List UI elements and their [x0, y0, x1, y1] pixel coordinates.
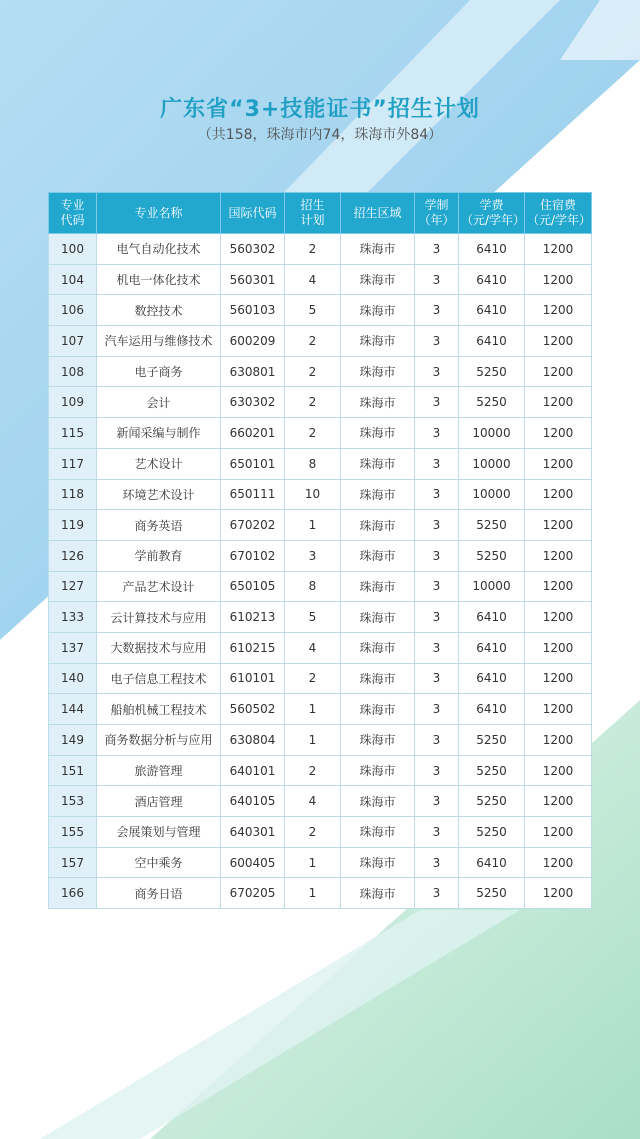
- national-code-cell: 650111: [221, 479, 285, 510]
- duration-cell: 3: [415, 725, 459, 756]
- accommodation-fee-cell: 1200: [525, 356, 592, 387]
- tuition-cell: 6410: [459, 632, 525, 663]
- duration-cell: 3: [415, 786, 459, 817]
- tuition-cell: 6410: [459, 234, 525, 265]
- tuition-cell: 10000: [459, 479, 525, 510]
- duration-cell: 3: [415, 694, 459, 725]
- table-row: [49, 264, 592, 295]
- region-cell: 珠海市: [341, 326, 415, 357]
- major-code-cell: 109: [49, 387, 97, 418]
- national-code-cell: 640101: [221, 755, 285, 786]
- tuition-cell: 5250: [459, 786, 525, 817]
- quota-cell: 1: [285, 878, 341, 909]
- region-cell: 珠海市: [341, 663, 415, 694]
- major-name-cell: 大数据技术与应用: [97, 632, 221, 663]
- quota-cell: 8: [285, 571, 341, 602]
- national-code-cell: 650105: [221, 571, 285, 602]
- major-name-cell: 学前教育: [97, 540, 221, 571]
- major-name-cell: 会展策划与管理: [97, 817, 221, 848]
- accommodation-fee-cell: 1200: [525, 878, 592, 909]
- duration-cell: 3: [415, 571, 459, 602]
- tuition-cell: 5250: [459, 817, 525, 848]
- national-code-cell: 670205: [221, 878, 285, 909]
- quota-cell: 2: [285, 326, 341, 357]
- region-cell: 珠海市: [341, 602, 415, 633]
- national-code-cell: 670202: [221, 510, 285, 541]
- major-name-cell: 电子信息工程技术: [97, 663, 221, 694]
- accommodation-fee-cell: 1200: [525, 295, 592, 326]
- duration-cell: 3: [415, 602, 459, 633]
- tuition-cell: 10000: [459, 448, 525, 479]
- table-row: [49, 510, 592, 541]
- duration-cell: 3: [415, 418, 459, 449]
- major-code-cell: 126: [49, 540, 97, 571]
- national-code-cell: 560103: [221, 295, 285, 326]
- accommodation-fee-cell: 1200: [525, 264, 592, 295]
- duration-cell: 3: [415, 632, 459, 663]
- national-code-cell: 610215: [221, 632, 285, 663]
- quota-cell: 5: [285, 602, 341, 633]
- duration-cell: 3: [415, 847, 459, 878]
- quota-cell: 2: [285, 418, 341, 449]
- table-row: [49, 817, 592, 848]
- major-code-cell: 133: [49, 602, 97, 633]
- major-name-cell: 船舶机械工程技术: [97, 694, 221, 725]
- major-name-cell: 商务数据分析与应用: [97, 725, 221, 756]
- duration-cell: 3: [415, 387, 459, 418]
- accommodation-fee-cell: 1200: [525, 755, 592, 786]
- major-code-cell: 153: [49, 786, 97, 817]
- accommodation-fee-cell: 1200: [525, 326, 592, 357]
- accommodation-fee-cell: 1200: [525, 571, 592, 602]
- duration-cell: 3: [415, 356, 459, 387]
- page-subtitle: （共158，珠海市内74，珠海市外84）: [197, 127, 443, 143]
- major-name-cell: 汽车运用与维修技术: [97, 326, 221, 357]
- region-cell: 珠海市: [341, 234, 415, 265]
- major-code-cell: 155: [49, 817, 97, 848]
- table-row: [49, 663, 592, 694]
- national-code-cell: 630801: [221, 356, 285, 387]
- accommodation-fee-cell: 1200: [525, 387, 592, 418]
- region-cell: 珠海市: [341, 817, 415, 848]
- table-row: [49, 479, 592, 510]
- major-name-cell: 产品艺术设计: [97, 571, 221, 602]
- accommodation-fee-cell: 1200: [525, 418, 592, 449]
- accommodation-fee-cell: 1200: [525, 510, 592, 541]
- major-name-cell: 环境艺术设计: [97, 479, 221, 510]
- quota-cell: 4: [285, 786, 341, 817]
- duration-cell: 3: [415, 264, 459, 295]
- major-code-cell: 127: [49, 571, 97, 602]
- column-header: 住宿费 （元/学年）: [525, 193, 592, 234]
- quota-cell: 4: [285, 632, 341, 663]
- column-header: 学制 （年）: [415, 193, 459, 234]
- tuition-cell: 5250: [459, 540, 525, 571]
- major-code-cell: 119: [49, 510, 97, 541]
- table-row: [49, 755, 592, 786]
- table-row: [49, 387, 592, 418]
- national-code-cell: 600405: [221, 847, 285, 878]
- major-code-cell: 100: [49, 234, 97, 265]
- tuition-cell: 6410: [459, 694, 525, 725]
- major-name-cell: 会计: [97, 387, 221, 418]
- quota-cell: 4: [285, 264, 341, 295]
- region-cell: 珠海市: [341, 510, 415, 541]
- major-name-cell: 空中乘务: [97, 847, 221, 878]
- national-code-cell: 610213: [221, 602, 285, 633]
- table-header-row: [49, 193, 592, 234]
- region-cell: 珠海市: [341, 571, 415, 602]
- duration-cell: 3: [415, 878, 459, 909]
- national-code-cell: 640301: [221, 817, 285, 848]
- column-header: 招生区域: [341, 193, 415, 234]
- tuition-cell: 6410: [459, 264, 525, 295]
- enrollment-plan-table: [48, 192, 592, 909]
- region-cell: 珠海市: [341, 847, 415, 878]
- table-row: [49, 571, 592, 602]
- table-row: [49, 694, 592, 725]
- table-row: [49, 448, 592, 479]
- region-cell: 珠海市: [341, 632, 415, 663]
- column-header: 国际代码: [221, 193, 285, 234]
- region-cell: 珠海市: [341, 418, 415, 449]
- major-name-cell: 商务日语: [97, 878, 221, 909]
- quota-cell: 5: [285, 295, 341, 326]
- tuition-cell: 5250: [459, 510, 525, 541]
- tuition-cell: 5250: [459, 725, 525, 756]
- major-code-cell: 108: [49, 356, 97, 387]
- column-header: 专业名称: [97, 193, 221, 234]
- accommodation-fee-cell: 1200: [525, 663, 592, 694]
- table-row: [49, 602, 592, 633]
- table-row: [49, 326, 592, 357]
- tuition-cell: 6410: [459, 847, 525, 878]
- quota-cell: 3: [285, 540, 341, 571]
- region-cell: 珠海市: [341, 786, 415, 817]
- region-cell: 珠海市: [341, 448, 415, 479]
- major-code-cell: 118: [49, 479, 97, 510]
- accommodation-fee-cell: 1200: [525, 602, 592, 633]
- major-code-cell: 151: [49, 755, 97, 786]
- tuition-cell: 5250: [459, 878, 525, 909]
- accommodation-fee-cell: 1200: [525, 234, 592, 265]
- duration-cell: 3: [415, 448, 459, 479]
- table-row: [49, 234, 592, 265]
- tuition-cell: 6410: [459, 602, 525, 633]
- table-row: [49, 878, 592, 909]
- accommodation-fee-cell: 1200: [525, 786, 592, 817]
- tuition-cell: 10000: [459, 571, 525, 602]
- tuition-cell: 5250: [459, 356, 525, 387]
- quota-cell: 2: [285, 663, 341, 694]
- quota-cell: 1: [285, 694, 341, 725]
- duration-cell: 3: [415, 755, 459, 786]
- duration-cell: 3: [415, 817, 459, 848]
- major-code-cell: 106: [49, 295, 97, 326]
- quota-cell: 2: [285, 387, 341, 418]
- major-name-cell: 电气自动化技术: [97, 234, 221, 265]
- column-header: 专业 代码: [49, 193, 97, 234]
- major-code-cell: 115: [49, 418, 97, 449]
- national-code-cell: 560502: [221, 694, 285, 725]
- duration-cell: 3: [415, 540, 459, 571]
- national-code-cell: 560302: [221, 234, 285, 265]
- region-cell: 珠海市: [341, 295, 415, 326]
- major-code-cell: 107: [49, 326, 97, 357]
- region-cell: 珠海市: [341, 356, 415, 387]
- page-title: 广东省“3+技能证书”招生计划: [160, 97, 480, 122]
- table-row: [49, 418, 592, 449]
- table-row: [49, 540, 592, 571]
- major-code-cell: 166: [49, 878, 97, 909]
- quota-cell: 2: [285, 755, 341, 786]
- duration-cell: 3: [415, 510, 459, 541]
- major-code-cell: 140: [49, 663, 97, 694]
- quota-cell: 8: [285, 448, 341, 479]
- national-code-cell: 600209: [221, 326, 285, 357]
- region-cell: 珠海市: [341, 479, 415, 510]
- quota-cell: 2: [285, 234, 341, 265]
- quota-cell: 1: [285, 725, 341, 756]
- national-code-cell: 610101: [221, 663, 285, 694]
- table-row: [49, 295, 592, 326]
- accommodation-fee-cell: 1200: [525, 817, 592, 848]
- tuition-cell: 5250: [459, 387, 525, 418]
- tuition-cell: 5250: [459, 755, 525, 786]
- national-code-cell: 560301: [221, 264, 285, 295]
- accommodation-fee-cell: 1200: [525, 448, 592, 479]
- major-name-cell: 电子商务: [97, 356, 221, 387]
- tuition-cell: 6410: [459, 663, 525, 694]
- region-cell: 珠海市: [341, 540, 415, 571]
- region-cell: 珠海市: [341, 694, 415, 725]
- table-row: [49, 786, 592, 817]
- table-row: [49, 847, 592, 878]
- table-row: [49, 725, 592, 756]
- national-code-cell: 670102: [221, 540, 285, 571]
- duration-cell: 3: [415, 295, 459, 326]
- accommodation-fee-cell: 1200: [525, 847, 592, 878]
- region-cell: 珠海市: [341, 387, 415, 418]
- major-code-cell: 144: [49, 694, 97, 725]
- table-body: [49, 234, 592, 909]
- national-code-cell: 630302: [221, 387, 285, 418]
- tuition-cell: 10000: [459, 418, 525, 449]
- accommodation-fee-cell: 1200: [525, 725, 592, 756]
- major-name-cell: 艺术设计: [97, 448, 221, 479]
- column-header: 学费 （元/学年）: [459, 193, 525, 234]
- region-cell: 珠海市: [341, 755, 415, 786]
- region-cell: 珠海市: [341, 264, 415, 295]
- national-code-cell: 640105: [221, 786, 285, 817]
- quota-cell: 1: [285, 847, 341, 878]
- accommodation-fee-cell: 1200: [525, 694, 592, 725]
- major-name-cell: 酒店管理: [97, 786, 221, 817]
- national-code-cell: 650101: [221, 448, 285, 479]
- quota-cell: 10: [285, 479, 341, 510]
- major-code-cell: 137: [49, 632, 97, 663]
- major-name-cell: 新闻采编与制作: [97, 418, 221, 449]
- duration-cell: 3: [415, 326, 459, 357]
- major-name-cell: 旅游管理: [97, 755, 221, 786]
- region-cell: 珠海市: [341, 725, 415, 756]
- table-row: [49, 356, 592, 387]
- national-code-cell: 630804: [221, 725, 285, 756]
- major-name-cell: 商务英语: [97, 510, 221, 541]
- region-cell: 珠海市: [341, 878, 415, 909]
- major-code-cell: 104: [49, 264, 97, 295]
- major-code-cell: 117: [49, 448, 97, 479]
- accommodation-fee-cell: 1200: [525, 479, 592, 510]
- national-code-cell: 660201: [221, 418, 285, 449]
- quota-cell: 2: [285, 356, 341, 387]
- tuition-cell: 6410: [459, 326, 525, 357]
- major-name-cell: 数控技术: [97, 295, 221, 326]
- accommodation-fee-cell: 1200: [525, 632, 592, 663]
- accommodation-fee-cell: 1200: [525, 540, 592, 571]
- column-header: 招生 计划: [285, 193, 341, 234]
- duration-cell: 3: [415, 234, 459, 265]
- major-name-cell: 云计算技术与应用: [97, 602, 221, 633]
- major-name-cell: 机电一体化技术: [97, 264, 221, 295]
- duration-cell: 3: [415, 479, 459, 510]
- major-code-cell: 149: [49, 725, 97, 756]
- tuition-cell: 6410: [459, 295, 525, 326]
- table-row: [49, 632, 592, 663]
- duration-cell: 3: [415, 663, 459, 694]
- quota-cell: 1: [285, 510, 341, 541]
- major-code-cell: 157: [49, 847, 97, 878]
- quota-cell: 2: [285, 817, 341, 848]
